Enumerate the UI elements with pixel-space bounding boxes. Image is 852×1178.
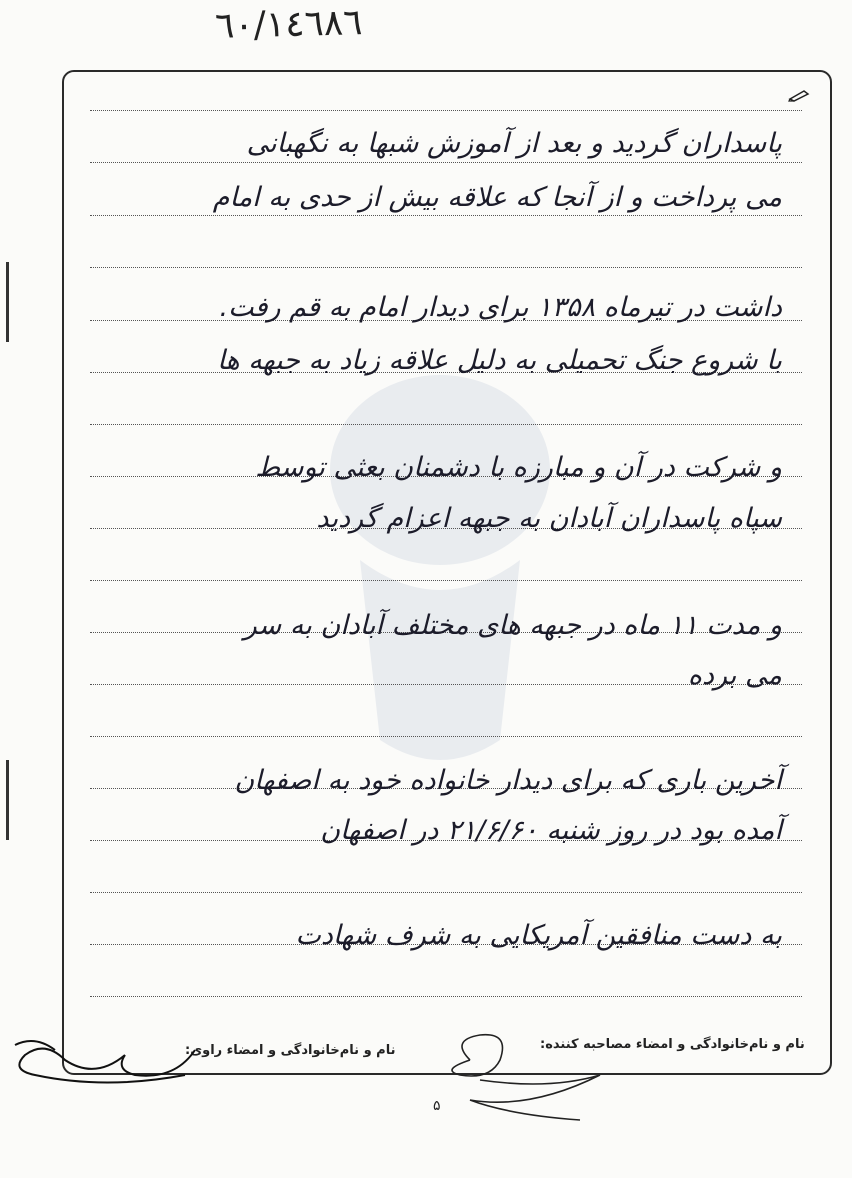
dotted-line: [90, 267, 802, 268]
pen-icon: [788, 88, 810, 102]
scan-mark: [6, 760, 9, 840]
interviewer-signature: [430, 1020, 630, 1130]
dotted-line: [90, 110, 802, 111]
narrator-signature-label: نام و نام‌خانوادگی و امضاء راوی:: [185, 1043, 396, 1058]
scan-mark: [6, 262, 9, 342]
record-number: ٦٠/١٤٦٨٦: [214, 2, 363, 47]
interviewer-signature-label: نام و نام‌خانوادگی و امضاء مصاحبه کننده:: [540, 1037, 805, 1052]
handwritten-line: می پرداخت و از آنجا که علاقه بیش از حدی به امام: [212, 182, 782, 213]
page-number: ۵: [433, 1098, 441, 1114]
handwritten-line: با شروع جنگ تحمیلی به دلیل علاقه زیاد به جبهه ها: [217, 345, 782, 376]
handwritten-line: داشت در تیرماه ۱۳۵۸ برای دیدار امام به قم رفت.: [219, 292, 782, 323]
handwritten-line: و مدت ۱۱ ماه در جبهه های مختلف آبادان به سر: [243, 610, 782, 641]
handwritten-line: به دست منافقین آمریکایی به شرف شهادت: [295, 920, 782, 951]
dotted-line: [90, 424, 802, 425]
dotted-line: [90, 736, 802, 737]
narrator-signature: [5, 1020, 205, 1110]
dotted-line: [90, 162, 802, 163]
dotted-line: [90, 996, 802, 997]
handwritten-line: آمده بود در روز شنبه ۲۱/۶/۶۰ در اصفهان: [320, 815, 782, 846]
handwritten-line: پاسداران گردید و بعد از آموزش شبها به نگهبانی: [246, 128, 782, 159]
dotted-line: [90, 580, 802, 581]
dotted-line: [90, 215, 802, 216]
handwritten-line: آخرین باری که برای دیدار خانواده خود به اصفهان: [234, 765, 782, 796]
watermark-emblem: [300, 360, 580, 780]
handwritten-line: می برده: [687, 660, 782, 691]
dotted-line: [90, 892, 802, 893]
handwritten-line: سپاه پاسداران آبادان به جبهه اعزام گردید: [316, 503, 782, 534]
handwritten-line: و شرکت در آن و مبارزه با دشمنان بعثی توسط: [255, 452, 782, 483]
